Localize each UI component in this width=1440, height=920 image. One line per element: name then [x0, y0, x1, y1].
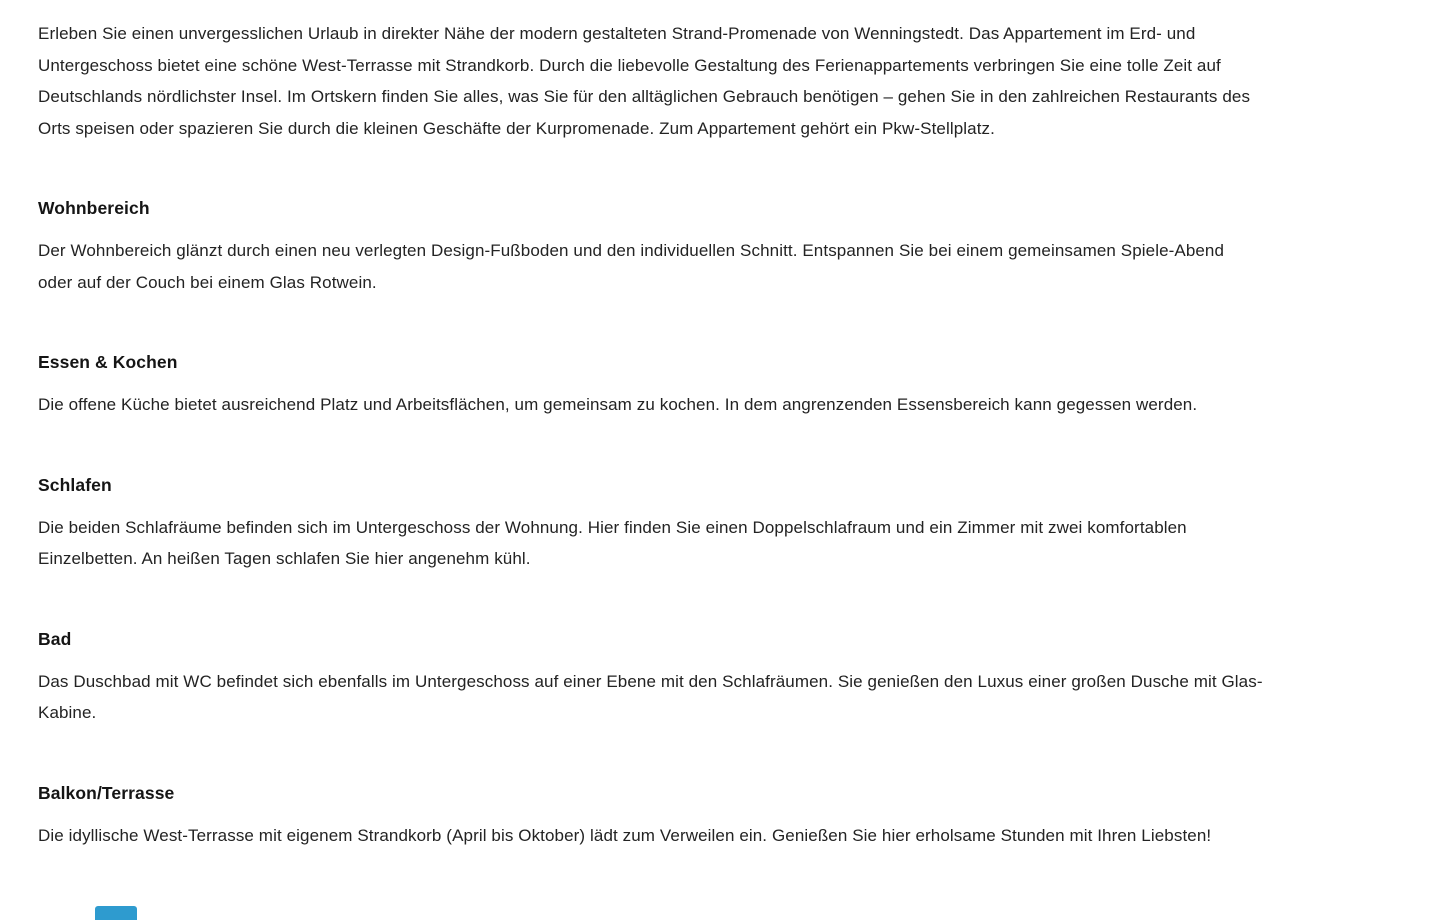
section-heading-schlafen: Schlafen [38, 474, 112, 495]
section-wohnbereich [38, 196, 1402, 298]
section-essen-kochen [38, 350, 1402, 421]
intro-line: Untergeschoss bietet eine schöne West-Terrasse mit Strandkorb. Durch die liebevolle Gestaltung des Ferienappartements verbringen Sie eine tolle Zeit auf [38, 55, 1221, 75]
section-paragraph [38, 666, 1402, 729]
partial-button[interactable] [95, 906, 137, 920]
paragraph-line: Die idyllische West-Terrasse mit eigenem Strandkorb (April bis Oktober) lädt zum Verweilen ein. Genießen Sie hier erholsame Stunden mit Ihren Liebsten! [38, 825, 1212, 845]
intro-line: Orts speisen oder spazieren Sie durch die kleinen Geschäfte der Kurpromenade. Zum Appartement gehört ein Pkw-Stellplatz. [38, 118, 995, 138]
paragraph-line: Die beiden Schlafräume befinden sich im Untergeschoss der Wohnung. Hier finden Sie einen Doppelschlafraum und ein Zimmer mit zwei komfortablen [38, 517, 1187, 537]
intro-line: Deutschlands nördlichster Insel. Im Ortskern finden Sie alles, was Sie für den alltäglichen Gebrauch benötigen – gehen Sie in den zahlreichen Restaurants des [38, 87, 1251, 106]
intro-line: Erleben Sie einen unvergesslichen Urlaub in direkter Nähe der modern gestalteten Strand-Promenade von Wenningstedt. Das Appartement im Erd- und [38, 24, 1196, 43]
section-paragraph [38, 512, 1402, 575]
section-bad [38, 627, 1402, 729]
paragraph-line: oder auf der Couch bei einem Glas Rotwein. [38, 272, 377, 292]
paragraph-line: Einzelbetten. An heißen Tagen schlafen Sie hier angenehm kühl. [38, 549, 531, 568]
section-paragraph [38, 820, 1402, 852]
intro-paragraph [38, 18, 1402, 144]
paragraph-line: Kabine. [38, 703, 97, 722]
section-heading-wohnbereich: Wohnbereich [38, 198, 150, 218]
paragraph-line: Der Wohnbereich glänzt durch einen neu verlegten Design-Fußboden und den individuellen Schnitt. Entspannen Sie bei einem gemeinsamen Spiele-Abend [38, 241, 1225, 260]
paragraph-line: Das Duschbad mit WC befindet sich ebenfalls im Untergeschoss auf einer Ebene mit den Schlafräumen. Sie genießen den Luxus einer großen Dusche mit Glas- [38, 671, 1263, 691]
section-heading-essen-kochen: Essen & Kochen [38, 352, 178, 372]
section-heading-bad: Bad [38, 628, 72, 649]
section-paragraph [38, 235, 1402, 298]
paragraph-line: Die offene Küche bietet ausreichend Platz und Arbeitsflächen, um gemeinsam zu kochen. In dem angrenzenden Essensbereich kann gegessen werden. [38, 395, 1198, 414]
section-schlafen [38, 473, 1402, 575]
section-balkon-terrasse [38, 781, 1402, 852]
section-paragraph [38, 389, 1402, 421]
section-heading-balkon-terrasse: Balkon/Terrasse [38, 782, 175, 803]
